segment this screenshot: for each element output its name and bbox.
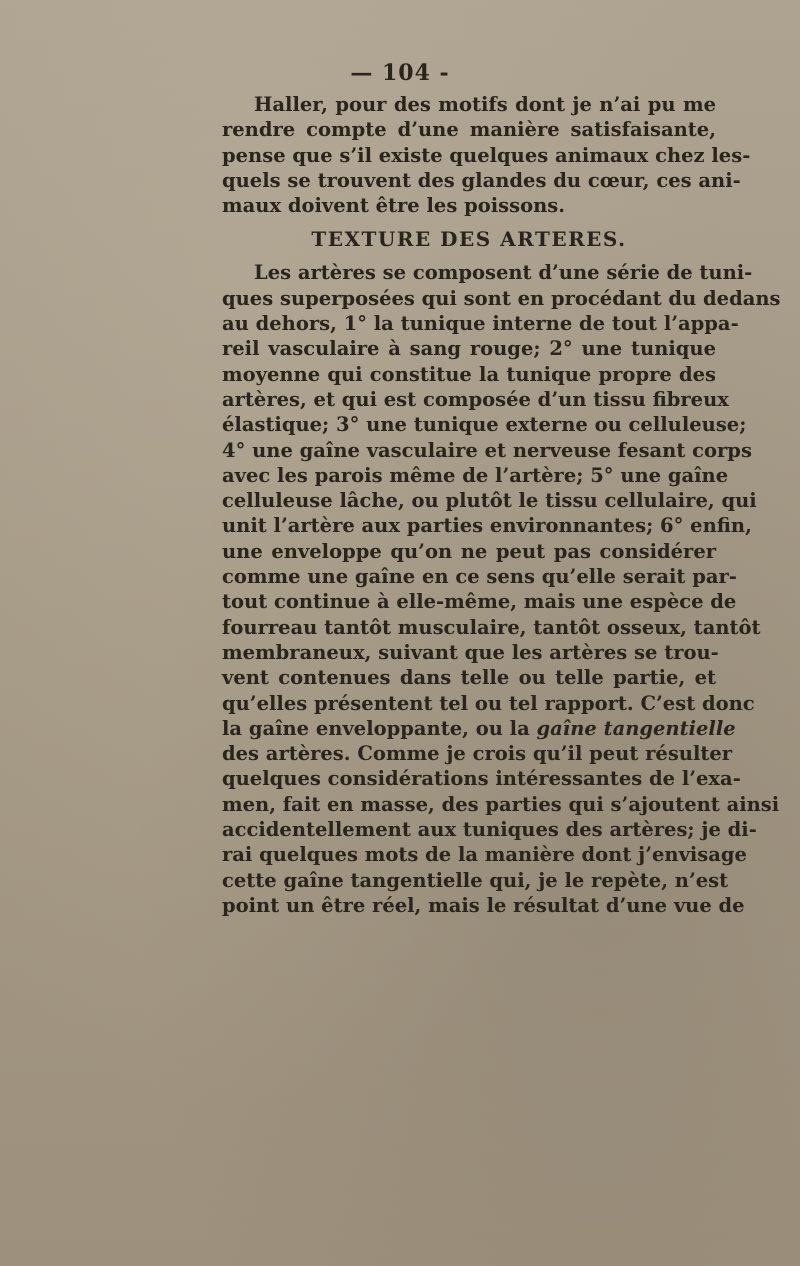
text-line: Les artères se composent d’une série de tuni- xyxy=(254,261,753,285)
text-line: pense que s’il existe quelques animaux chez les- xyxy=(222,143,751,167)
text-line: membraneux, suivant que les artères se trou- xyxy=(222,640,719,664)
text-line: reil vasculaire à sang rouge; 2° une tunique xyxy=(222,337,716,361)
text-line: Haller, pour des motifs dont je n’ai pu me xyxy=(254,93,716,116)
text-line: celluleuse lâche, ou plutôt le tissu cellulaire, qui xyxy=(222,489,757,513)
text-line: vent contenues dans telle ou telle partie, et xyxy=(222,666,716,690)
text-line: qu’elles présentent tel ou tel rapport. C’est donc xyxy=(222,691,755,715)
text-line: maux doivent être les poissons. xyxy=(222,194,566,218)
text-line: men, fait en masse, des parties qui s’ajoutent ainsi xyxy=(222,792,780,816)
text-line: rendre compte d’une manière satisfaisante, xyxy=(222,118,716,142)
text-line-gaine xyxy=(222,716,736,741)
text-line: quelques considérations intéressantes de l’exa- xyxy=(222,767,741,791)
text-line: avec les parois même de l’artère; 5° une gaîne xyxy=(222,463,729,487)
text-line: cette gaîne tangentielle qui, je le repète, n’est xyxy=(222,868,729,892)
page-number: — 104 - xyxy=(350,60,450,86)
text-line: artères, et qui est composée d’un tissu fibreux xyxy=(222,387,729,411)
text-line: 4° une gaîne vasculaire et nerveuse fesant corps xyxy=(222,438,752,462)
paragraph-haller xyxy=(222,92,751,218)
text-line: point un être réel, mais le résultat d’une vue de xyxy=(222,893,745,917)
text-line: accidentellement aux tuniques des artères; je di- xyxy=(222,818,757,842)
text-line: une enveloppe qu’on ne peut pas considérer xyxy=(222,539,716,563)
text-line: élastique; 3° une tunique externe ou celluleuse; xyxy=(222,413,747,437)
text-line: quels se trouvent des glandes du cœur, ces ani- xyxy=(222,168,741,192)
body-text xyxy=(222,92,781,918)
text-line: comme une gaîne en ce sens qu’elle serait par- xyxy=(222,565,737,589)
text-line: unit l’artère aux parties environnantes; 6° enfin, xyxy=(222,514,752,538)
text-line: tout continue à elle-même, mais une espèce de xyxy=(222,590,737,614)
section-heading: TEXTURE DES ARTERES. xyxy=(311,227,627,252)
text-line: des artères. Comme je crois qu’il peut résulter xyxy=(222,742,733,766)
text-fragment: la gaîne enveloppante, ou la xyxy=(222,716,530,740)
text-line: rai quelques mots de la manière dont j’envisage xyxy=(222,843,747,867)
text-line: au dehors, 1° la tunique interne de tout l’appa- xyxy=(222,312,739,336)
italic-term: gaîne tangentielle xyxy=(536,716,736,740)
text-line: ques superposées qui sont en procédant du dedans xyxy=(222,286,781,310)
text-line: moyenne qui constitue la tunique propre des xyxy=(222,362,716,386)
paragraph-arteres xyxy=(222,260,781,918)
text-line: fourreau tantôt musculaire, tantôt osseux, tantôt xyxy=(222,615,761,639)
